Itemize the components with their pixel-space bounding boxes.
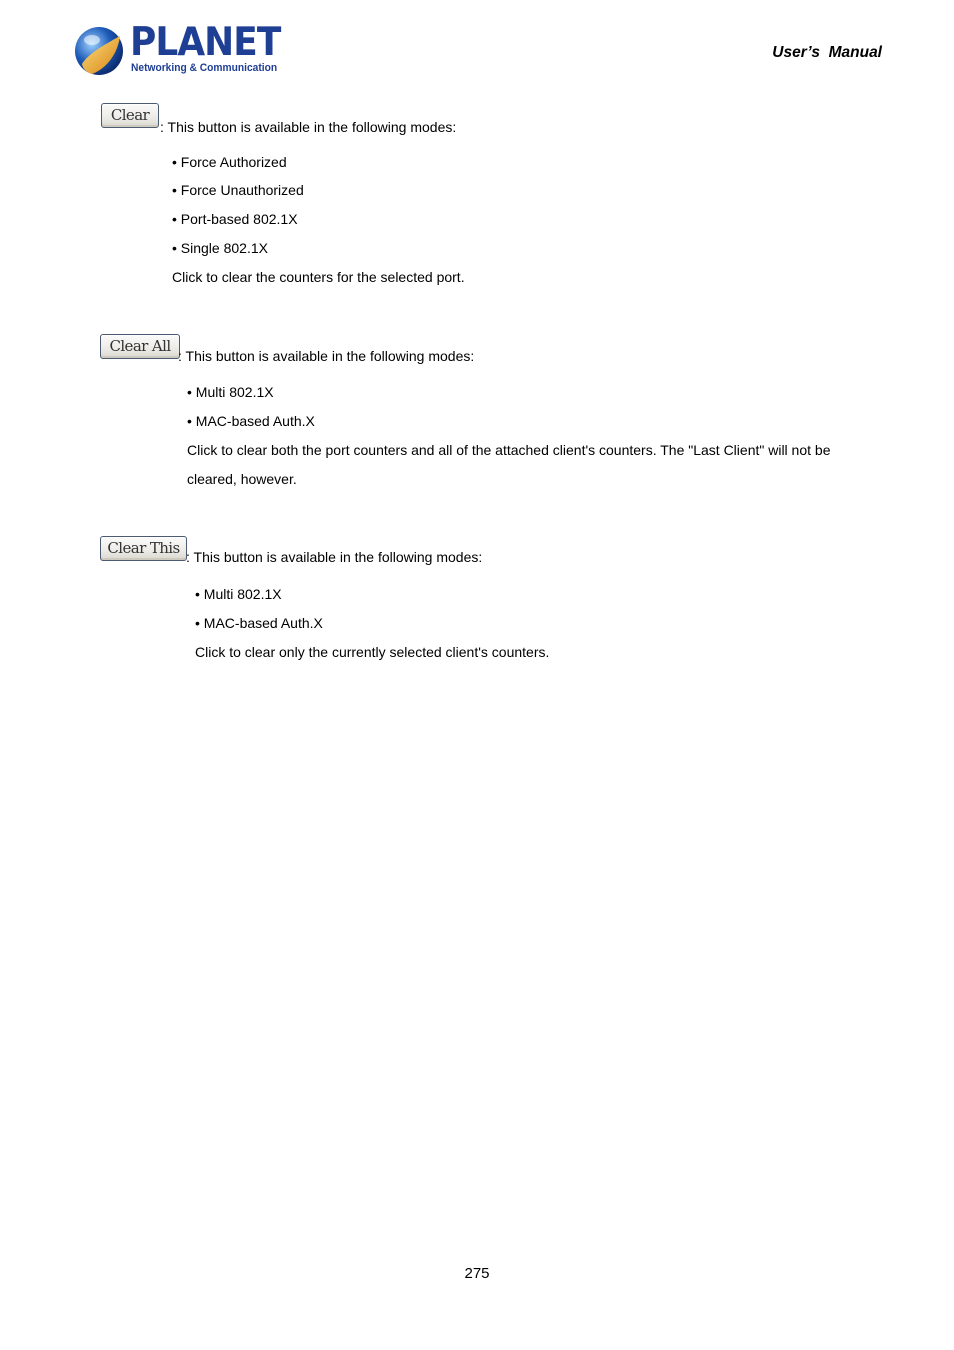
clear-all-description-cont: cleared, however.	[187, 471, 297, 487]
logo-tagline: Networking & Communication	[131, 62, 278, 74]
list-item: • Force Authorized	[172, 154, 287, 170]
list-item: • Port-based 802.1X	[172, 211, 298, 227]
clear-this-description: Click to clear only the currently selected client's counters.	[195, 644, 550, 660]
clear-button[interactable]: Clear	[101, 103, 159, 128]
list-item: • MAC-based Auth.X	[187, 413, 315, 429]
list-item: • Multi 802.1X	[195, 586, 282, 602]
manual-title: User’s Manual	[772, 44, 882, 61]
clear-this-button[interactable]: Clear This	[100, 536, 187, 561]
clear-this-intro: : This button is available in the following modes:	[186, 549, 483, 565]
clear-intro: : This button is available in the following modes:	[160, 119, 457, 135]
clear-all-button[interactable]: Clear All	[100, 334, 180, 359]
clear-description: Click to clear the counters for the selected port.	[172, 269, 465, 285]
clear-all-description: Click to clear both the port counters and all of the attached client's counters. The "Last Client" will not be	[187, 442, 831, 458]
logo-wordmark: PLANET	[130, 20, 281, 65]
planet-logo	[74, 20, 281, 78]
list-item: • Multi 802.1X	[187, 384, 274, 400]
list-item: • Single 802.1X	[172, 240, 268, 256]
list-item: • MAC-based Auth.X	[195, 615, 323, 631]
clear-all-intro: : This button is available in the following modes:	[178, 348, 475, 364]
page-number: 275	[464, 1265, 490, 1282]
globe-icon	[74, 24, 126, 78]
list-item: • Force Unauthorized	[172, 182, 304, 198]
